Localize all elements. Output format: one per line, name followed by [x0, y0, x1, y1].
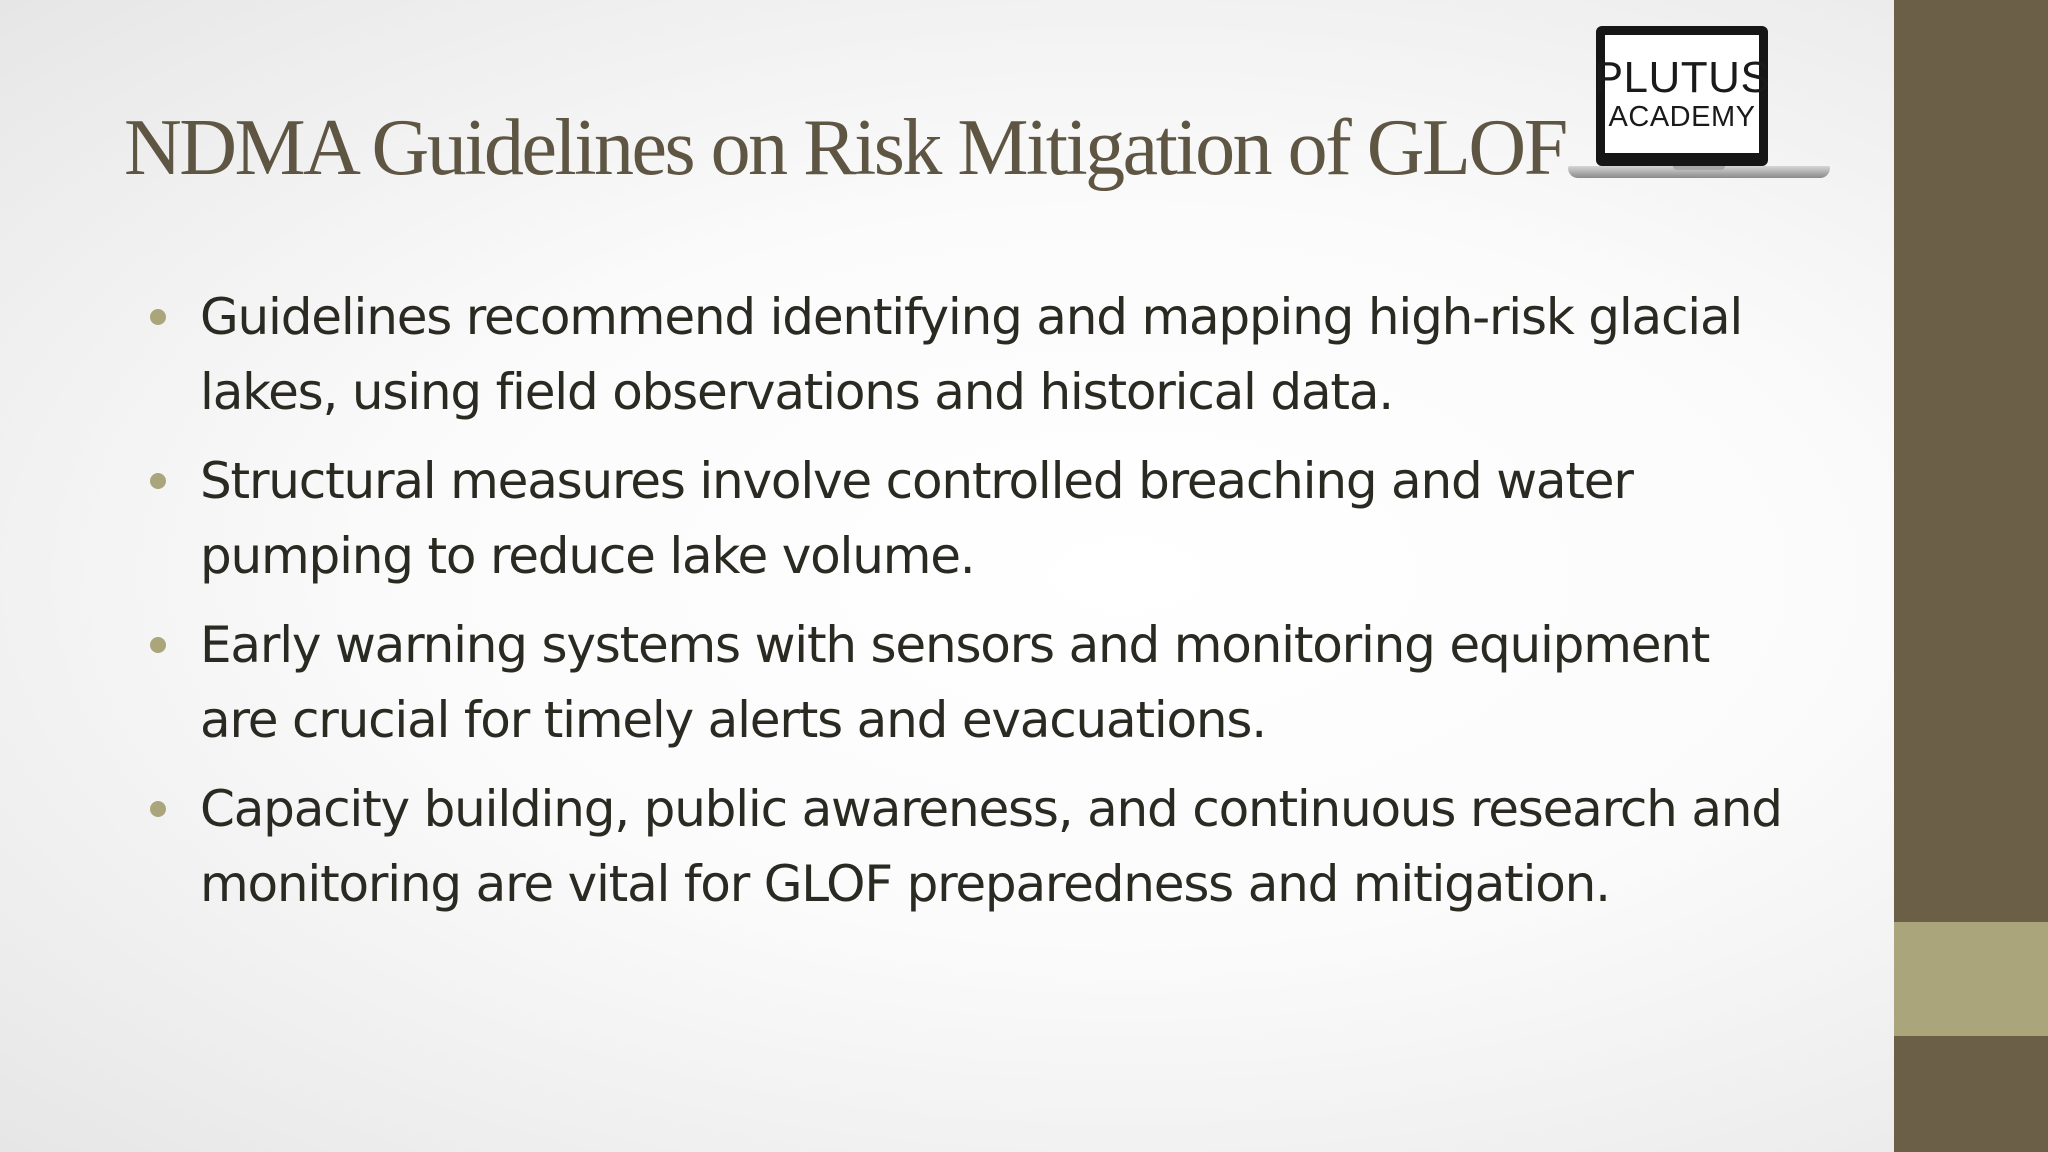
bullet-list [148, 280, 1788, 936]
bullet-text: Early warning systems with sensors and monitoring equipment are crucial for timely alerts and evacuations. [200, 616, 1710, 749]
laptop-icon [1593, 26, 1771, 166]
slide-title: NDMA Guidelines on Risk Mitigation of GLOF [124, 104, 1566, 192]
bullet-item [148, 772, 1788, 922]
bullet-dot-icon [150, 473, 166, 489]
bullet-dot-icon [150, 801, 166, 817]
logo-screen [1593, 35, 1771, 153]
bullet-dot-icon [150, 637, 166, 653]
bullet-item [148, 280, 1788, 430]
bullet-text: Guidelines recommend identifying and mapping high-risk glacial lakes, using field observations and historical data. [200, 288, 1743, 421]
bullet-text: Capacity building, public awareness, and continuous research and monitoring are vital for GLOF preparedness and mitigation. [200, 780, 1782, 913]
bullet-text: Structural measures involve controlled breaching and water pumping to reduce lake volume. [200, 452, 1633, 585]
plutus-academy-logo [1566, 26, 1832, 198]
bullet-dot-icon [150, 309, 166, 325]
laptop-notch [1673, 166, 1725, 170]
bullet-item [148, 608, 1788, 758]
bullet-item [148, 444, 1788, 594]
logo-text-academy: ACADEMY [1608, 101, 1756, 133]
side-accent-block [1894, 922, 2048, 1036]
logo-text-plutus: PLUTUS [1593, 53, 1771, 102]
